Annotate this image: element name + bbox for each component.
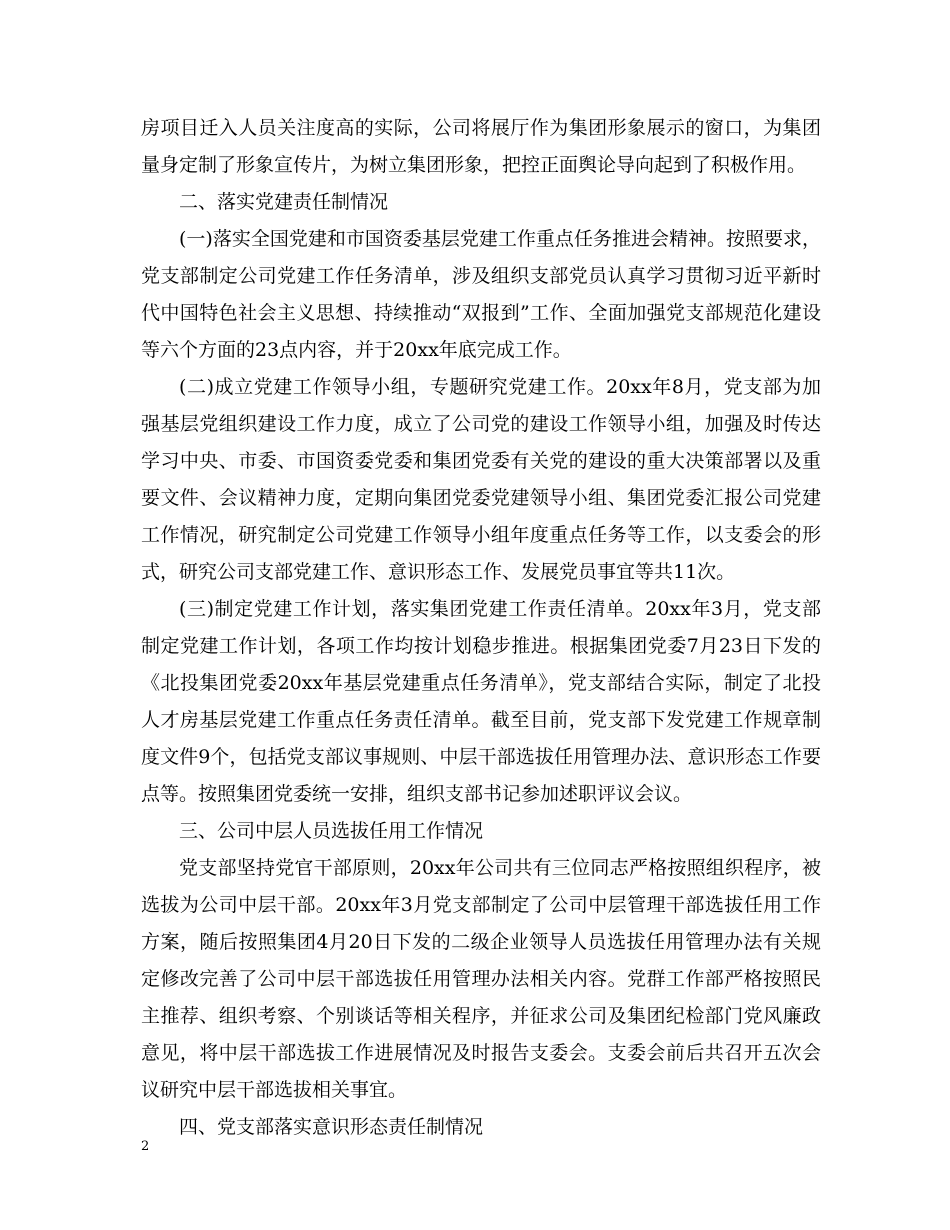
paragraph-section-3: 党支部坚持党官干部原则，20xx年公司共有三位同志严格按照组织程序，被选拔为公司中层干部。20xx年3月党支部制定了公司中层管理干部选拔任用工作方案，随后按照集团4月20日下发的二级企业领导人员选拔任用管理办法有关规定修改完善了公司中层干部选拔任用管理办法相关内容。党群工作部严格按照民主推荐、组织考察、个别谈话等相关程序，并征求公司及集团纪检部门党风廉政意见，将中层干部选拔工作进展情况及时报告支委会。支委会前后共召开五次会议研究中层干部选拔相关事宜。 — [141, 857, 821, 1101]
section-heading-4: 四、党支部落实意识形态责任制情况 — [179, 1116, 484, 1138]
page-number: 2 — [141, 1139, 150, 1154]
paragraph-item-3: (三)制定党建工作计划，落实集团党建工作责任清单。20xx年3月，党支部制定党建工作计划，各项工作均按计划稳步推进。根据集团党委7月23日下发的《北投集团党委20xx年基层党建重点任务清单》，党支部结合实际，制定了北投人才房基层党建工作重点任务责任清单。截至目前，党支部下发党建工作规章制度文件9个，包括党支部议事规则、中层干部选拔任用管理办法、意识形态工作要点等。按照集团党委统一安排，组织支部书记参加述职评议会议。 — [141, 598, 821, 805]
paragraph-item-2: (二)成立党建工作领导小组，专题研究党建工作。20xx年8月，党支部为加强基层党组织建设工作力度，成立了公司党的建设工作领导小组，加强及时传达学习中央、市委、市国资委党委和集团党委有关党的建设的重大决策部署以及重要文件、会议精神力度，定期向集团党委党建领导小组、集团党委汇报公司党建工作情况，研究制定公司党建工作领导小组年度重点任务等工作，以支委会的形式，研究公司支部党建工作、意识形态工作、发展党员事宜等共11次。 — [141, 376, 821, 583]
section-heading-2: 二、落实党建责任制情况 — [179, 191, 389, 213]
document-body — [141, 110, 821, 1146]
paragraph-continuation: 房项目迁入人员关注度高的实际，公司将展厅作为集团形象展示的窗口，为集团量身定制了形象宣传片，为树立集团形象，把控正面舆论导向起到了积极作用。 — [141, 117, 821, 176]
section-heading-3: 三、公司中层人员选拔任用工作情况 — [179, 820, 484, 842]
paragraph-item-1: (一)落实全国党建和市国资委基层党建工作重点任务推进会精神。按照要求，党支部制定公司党建工作任务清单，涉及组织支部党员认真学习贯彻习近平新时代中国特色社会主义思想、持续推动“双报到”工作、全面加强党支部规范化建设等六个方面的23点内容，并于20xx年底完成工作。 — [141, 228, 821, 361]
